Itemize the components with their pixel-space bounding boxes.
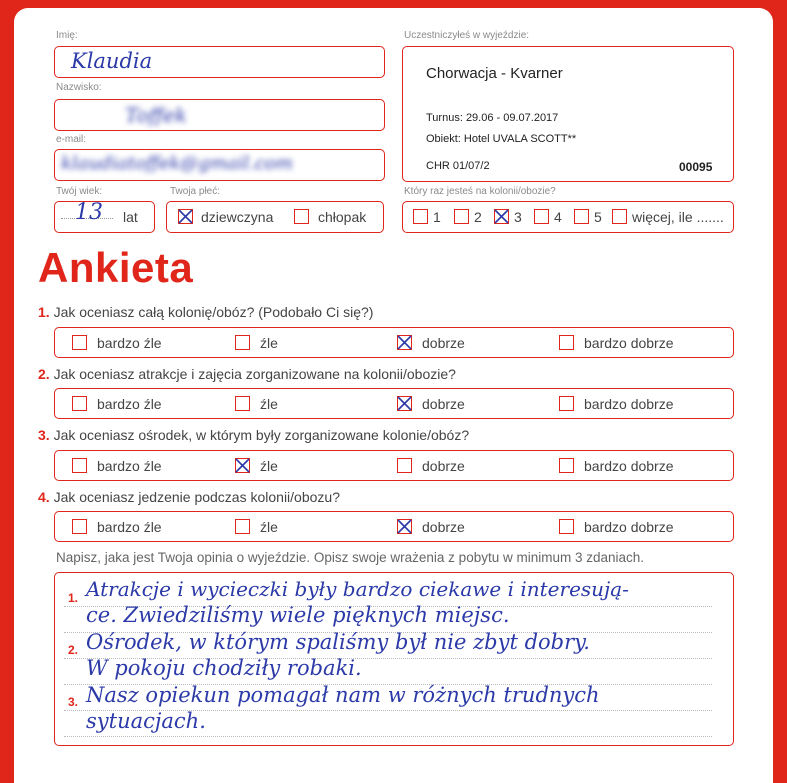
times-group	[402, 201, 734, 233]
q1-bardzo-dobrze-checkbox[interactable]	[559, 335, 574, 350]
times-option-2: 2	[474, 209, 482, 225]
trip-turnus: Turnus: 29.06 - 09.07.2017	[426, 112, 559, 124]
question-4-options	[54, 511, 734, 542]
times-3-checkbox[interactable]	[494, 209, 509, 224]
opinion-number-2: 2.	[68, 643, 79, 657]
q4-option-bardzo-zle: bardzo źle	[97, 519, 162, 535]
q4-option-bardzo-dobrze: bardzo dobrze	[584, 519, 674, 535]
times-option-3: 3	[514, 209, 522, 225]
q3-option-dobrze: dobrze	[422, 458, 465, 474]
q4-option-dobrze: dobrze	[422, 519, 465, 535]
q4-zle-checkbox[interactable]	[235, 519, 250, 534]
q3-option-bardzo-zle: bardzo źle	[97, 458, 162, 474]
email-label: e-mail:	[56, 134, 87, 145]
trip-obiekt: Obiekt: Hotel UVALA SCOTT**	[426, 133, 577, 145]
q1-dobrze-checkbox[interactable]	[397, 335, 412, 350]
question-1-number: 1.	[38, 304, 50, 320]
imie-value: Klaudia	[71, 49, 153, 73]
q2-bardzo-zle-checkbox[interactable]	[72, 396, 87, 411]
opinion-text-line-1: Atrakcje i wycieczki były bardzo ciekawe i interesują-	[86, 577, 629, 601]
q1-option-bardzo-dobrze: bardzo dobrze	[584, 335, 674, 351]
times-option-4: 4	[554, 209, 562, 225]
plec-option-chlopak: chłopak	[318, 209, 367, 225]
opinion-prompt: Napisz, jaka jest Twoja opinia o wyjeździe. Opisz swoje wrażenia z pobytu w minimum 3 zdaniach.	[56, 550, 645, 565]
plec-label: Twoja płeć:	[170, 186, 221, 197]
question-1-text: Jak oceniasz całą kolonię/obóz? (Podobało Ci się?)	[53, 304, 374, 320]
times-5-checkbox[interactable]	[574, 209, 589, 224]
question-2-number: 2.	[38, 366, 50, 382]
times-label: Który raz jesteś na kolonii/obozie?	[404, 186, 556, 197]
q2-option-bardzo-zle: bardzo źle	[97, 396, 162, 412]
opinion-text-line-3: Ośrodek, w którym spaliśmy był nie zbyt dobry.	[86, 630, 590, 654]
q3-option-zle: źle	[260, 458, 278, 474]
q2-bardzo-dobrze-checkbox[interactable]	[559, 396, 574, 411]
q4-bardzo-dobrze-checkbox[interactable]	[559, 519, 574, 534]
nazwisko-value: Toffek	[125, 103, 187, 127]
opinion-text-line-6: sytuacjach.	[86, 709, 206, 733]
question-4	[38, 489, 340, 505]
q3-option-bardzo-dobrze: bardzo dobrze	[584, 458, 674, 474]
question-1	[38, 304, 373, 320]
q4-dobrze-checkbox[interactable]	[397, 519, 412, 534]
q4-bardzo-zle-checkbox[interactable]	[72, 519, 87, 534]
question-4-number: 4.	[38, 489, 50, 505]
nazwisko-field[interactable]	[54, 99, 385, 131]
q3-zle-checkbox[interactable]	[235, 458, 250, 473]
times-2-checkbox[interactable]	[454, 209, 469, 224]
trip-number: 00095	[679, 160, 713, 174]
opinion-number-3: 3.	[68, 695, 79, 709]
question-2-options	[54, 388, 734, 419]
trip-label: Uczestniczyłeś w wyjeździe:	[404, 30, 530, 41]
wiek-value: 13	[75, 200, 103, 225]
times-option-more: więcej, ile .......	[632, 209, 724, 225]
q1-bardzo-zle-checkbox[interactable]	[72, 335, 87, 350]
trip-info-box	[402, 46, 734, 182]
wiek-field[interactable]	[54, 201, 155, 233]
plec-group	[166, 201, 384, 233]
q2-option-bardzo-dobrze: bardzo dobrze	[584, 396, 674, 412]
email-value: klaudiatoffek@gmail.com	[61, 153, 293, 174]
opinion-number-1: 1.	[68, 591, 79, 605]
opinion-text-line-2: ce. Zwiedziliśmy wiele pięknych miejsc.	[86, 603, 510, 627]
nazwisko-label: Nazwisko:	[56, 82, 102, 93]
times-1-checkbox[interactable]	[413, 209, 428, 224]
q4-option-zle: źle	[260, 519, 278, 535]
q2-option-dobrze: dobrze	[422, 396, 465, 412]
times-more-checkbox[interactable]	[612, 209, 627, 224]
q3-bardzo-dobrze-checkbox[interactable]	[559, 458, 574, 473]
q2-zle-checkbox[interactable]	[235, 396, 250, 411]
question-3-options	[54, 450, 734, 481]
question-4-text: Jak oceniasz jedzenie podczas kolonii/obozu?	[53, 489, 340, 505]
question-1-options	[54, 327, 734, 358]
plec-option-dziewczyna: dziewczyna	[201, 209, 274, 225]
imie-field[interactable]	[54, 46, 385, 78]
question-3-text: Jak oceniasz ośrodek, w którym były zorganizowane kolonie/obóz?	[53, 427, 470, 443]
q2-dobrze-checkbox[interactable]	[397, 396, 412, 411]
times-4-checkbox[interactable]	[534, 209, 549, 224]
q1-option-zle: źle	[260, 335, 278, 351]
wiek-unit: lat	[123, 209, 138, 225]
opinion-text-line-4: W pokoju chodziły robaki.	[86, 656, 362, 680]
plec-dziewczyna-checkbox[interactable]	[178, 209, 193, 224]
question-3	[38, 427, 469, 443]
imie-label: Imię:	[56, 30, 78, 41]
q1-option-bardzo-zle: bardzo źle	[97, 335, 162, 351]
plec-chlopak-checkbox[interactable]	[294, 209, 309, 224]
opinion-line-6	[64, 736, 712, 738]
question-2-text: Jak oceniasz atrakcje i zajęcia zorganizowane na kolonii/obozie?	[53, 366, 456, 382]
q3-bardzo-zle-checkbox[interactable]	[72, 458, 87, 473]
email-field[interactable]	[54, 149, 385, 181]
q2-option-zle: źle	[260, 396, 278, 412]
times-option-5: 5	[594, 209, 602, 225]
trip-code: CHR 01/07/2	[426, 160, 490, 172]
question-2	[38, 366, 456, 382]
q1-option-dobrze: dobrze	[422, 335, 465, 351]
opinion-text-line-5: Nasz opiekun pomagał nam w różnych trudnych	[86, 683, 600, 707]
question-3-number: 3.	[38, 427, 50, 443]
q1-zle-checkbox[interactable]	[235, 335, 250, 350]
wiek-label: Twój wiek:	[56, 186, 103, 197]
q3-dobrze-checkbox[interactable]	[397, 458, 412, 473]
trip-destination: Chorwacja - Kvarner	[426, 65, 563, 82]
survey-title: Ankieta	[38, 244, 194, 291]
times-option-1: 1	[433, 209, 441, 225]
